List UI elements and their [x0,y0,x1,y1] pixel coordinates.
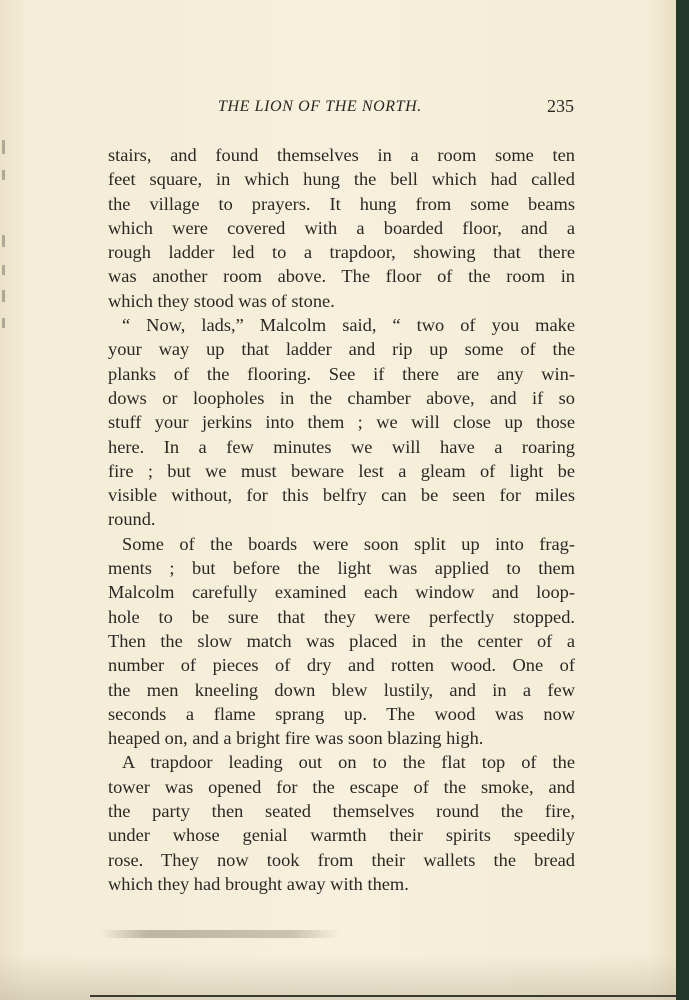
text-line: the men kneeling down blew lustily, and in a few [108,679,575,700]
page-bottom-shadow [0,955,676,1000]
text-line: Then the slow match was placed in the center of a [108,630,575,651]
text-line: stairs, and found themselves in a room some ten [108,145,575,165]
margin-mark [2,140,5,154]
margin-mark [2,235,5,247]
text-line: planks of the flooring. See if there are any win- [108,363,575,384]
text-line: round. [108,509,156,530]
text-line: which they had brought away with them. [108,873,409,894]
page-number: 235 [547,96,574,116]
margin-mark [2,265,5,275]
text-line: which were covered with a boarded floor, and a [108,217,575,238]
body-text [108,143,575,896]
running-head [108,96,574,122]
text-line: fire ; but we must beware lest a gleam of light be [108,460,575,481]
text-line: A trapdoor leading out on to the flat top of the [122,752,575,773]
text-line: “ Now, lads,” Malcolm said, “ two of you make [122,315,575,336]
margin-mark [2,318,5,328]
text-line: visible without, for this belfry can be seen for miles [108,485,575,506]
page-bottom-edge [90,995,676,997]
text-line: stuff your jerkins into them ; we will close up those [108,412,575,433]
text-line: tower was opened for the escape of the smoke, and [108,776,575,797]
ink-smudge [100,930,340,938]
text-line: the party then seated themselves round the fire, [108,801,575,822]
text-line: here. In a few minutes we will have a roaring [108,436,575,457]
margin-mark [2,170,5,180]
text-line: Some of the boards were soon split up into frag- [122,533,575,554]
text-line: dows or loopholes in the chamber above, and if so [108,387,575,408]
text-line: rose. They now took from their wallets the bread [108,849,575,870]
text-line: Malcolm carefully examined each window and loop- [108,582,575,603]
text-line: rough ladder led to a trapdoor, showing that there [108,242,575,263]
text-line: hole to be sure that they were perfectly stopped. [108,606,575,627]
text-line: was another room above. The floor of the room in [108,266,575,287]
text-line: feet square, in which hung the bell which had called [108,169,575,190]
text-line: heaped on, and a bright fire was soon blazing high. [108,728,484,749]
text-line: under whose genial warmth their spirits speedily [108,825,575,846]
text-line: your way up that ladder and rip up some of the [108,339,575,360]
text-line: which they stood was of stone. [108,290,335,311]
binding-edge [676,0,689,1000]
margin-marks [2,140,8,340]
running-title: THE LION OF THE NORTH. [218,98,422,115]
text-line: the village to prayers. It hung from some beams [108,193,575,214]
text-line: seconds a flame sprang up. The wood was now [108,703,575,724]
margin-mark [2,290,5,302]
text-line: ments ; but before the light was applied to them [108,558,575,579]
text-line: number of pieces of dry and rotten wood. One of [108,655,575,676]
